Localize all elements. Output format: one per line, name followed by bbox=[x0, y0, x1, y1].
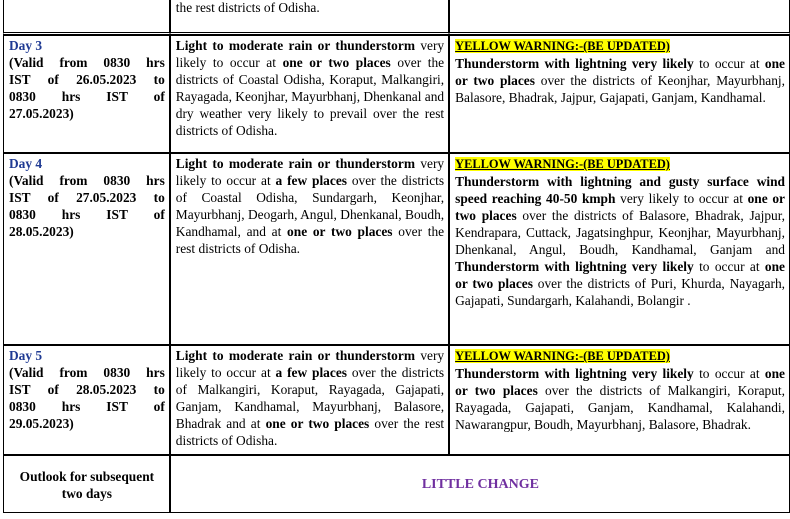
warning-badge: YELLOW WARNING:-(BE UPDATED) bbox=[455, 157, 670, 171]
warning-cell bbox=[449, 0, 790, 35]
day-label: Day 4 bbox=[9, 156, 43, 171]
day-cell bbox=[3, 345, 170, 455]
day-cell bbox=[3, 153, 170, 345]
day-label: Day 5 bbox=[9, 348, 43, 363]
validity-text: (Valid from 0830 hrs IST of 27.05.2023 to 0830 hrs IST of 28.05.2023) bbox=[9, 173, 165, 239]
forecast-table bbox=[3, 0, 790, 513]
warning-cell: YELLOW WARNING:-(BE UPDATED) Thunderstorm with lightning very likely to occur at one or two places over the districts of Malkangiri, Koraput, Rayagada, Gajapati, Ganjam, Kandhamal, Kalahandi, Nawarangpur, Boudh, Mayurbhanj, Balasore, Bhadrak. bbox=[449, 345, 790, 455]
day-cell bbox=[3, 35, 170, 153]
forecast-cell: Light to moderate rain or thunderstorm very likely to occur at one or two places over the districts of Coastal Odisha, Koraput, Malkangiri, Rayagada, Keonjhar, Mayurbhanj, Dhenkanal and dry weather very likely to prevail over the rest districts of Odisha. bbox=[170, 35, 449, 153]
table-row bbox=[3, 153, 790, 345]
validity-text: (Valid from 0830 hrs IST of 26.05.2023 to 0830 hrs IST of 27.05.2023) bbox=[9, 55, 165, 121]
day-label: Day 3 bbox=[9, 38, 43, 53]
day-cell bbox=[3, 0, 170, 35]
outlook-label: Outlook for subsequent two days bbox=[3, 455, 170, 513]
forecast-text: the rest districts of Odisha. bbox=[175, 0, 320, 15]
table-row bbox=[3, 35, 790, 153]
outlook-value: LITTLE CHANGE bbox=[170, 455, 790, 513]
warning-badge: YELLOW WARNING:-(BE UPDATED) bbox=[455, 39, 670, 53]
warning-cell: YELLOW WARNING:-(BE UPDATED) Thunderstorm with lightning very likely to occur at one or two places over the districts of Keonjhar, Mayurbhanj, Balasore, Bhadrak, Jajpur, Gajapati, Ganjam, Kandhamal. bbox=[449, 35, 790, 153]
validity-text: (Valid from 0830 hrs IST of 28.05.2023 to 0830 hrs IST of 29.05.2023) bbox=[9, 365, 165, 431]
forecast-cell: Light to moderate rain or thunderstorm very likely to occur at a few places over the districts of Malkangiri, Koraput, Rayagada, Gajapati, Ganjam, Kandhamal, Mayurbhanj, Balasore, Bhadrak and at one or two places over the rest districts of Odisha. bbox=[170, 345, 449, 455]
warning-badge: YELLOW WARNING:-(BE UPDATED) bbox=[455, 349, 670, 363]
table-row bbox=[3, 0, 790, 35]
forecast-cell bbox=[170, 0, 449, 35]
forecast-cell: Light to moderate rain or thunderstorm very likely to occur at a few places over the districts of Coastal Odisha, Sundargarh, Keonjhar, Mayurbhanj, Deogarh, Angul, Dhenkanal, Boudh, Kandhamal, and at one or two places over the rest districts of Odisha. bbox=[170, 153, 449, 345]
table-row bbox=[3, 455, 790, 513]
warning-cell: YELLOW WARNING:-(BE UPDATED) Thunderstorm with lightning and gusty surface wind speed reaching 40-50 kmph very likely to occur at one or two places over the districts of Balasore, Bhadrak, Jajpur, Kendrapara, Cuttack, Jagatsinghpur, Keonjhar, Mayurbhanj, Dhenkanal, Angul, Boudh, Kandhamal, Ganjam and Thunderstorm with lightning very likely to occur at one or two places over the districts of Puri, Khurda, Nayagarh, Gajapati, Sundargarh, Kalahandi, Bolangir . bbox=[449, 153, 790, 345]
table-row bbox=[3, 345, 790, 455]
